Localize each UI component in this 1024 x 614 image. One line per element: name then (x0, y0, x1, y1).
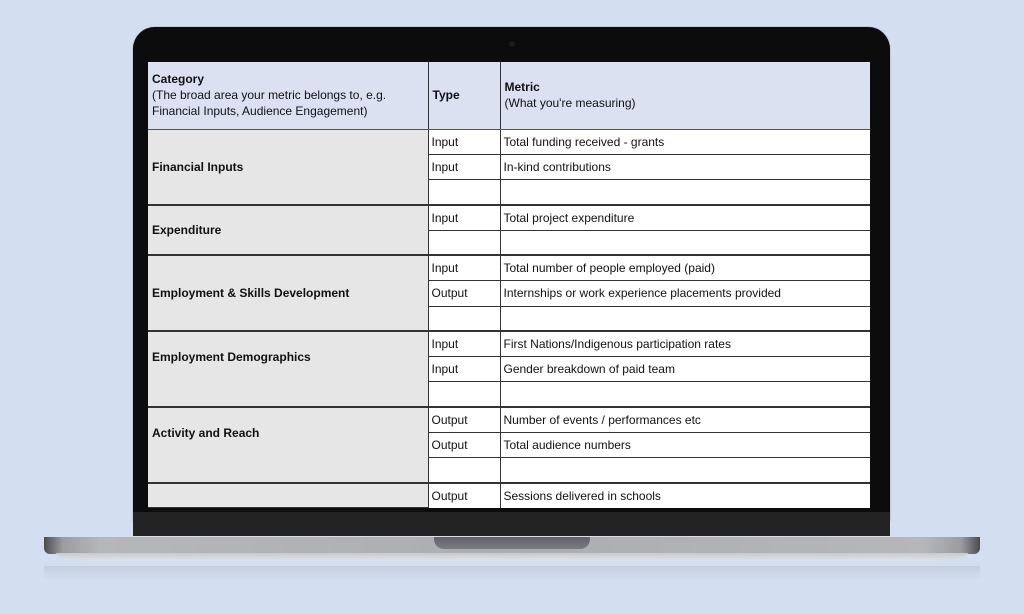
type-cell[interactable]: Input (428, 205, 500, 230)
type-cell[interactable] (428, 230, 500, 255)
table-row (148, 407, 870, 432)
metric-cell[interactable]: Internships or work experience placements provided (500, 281, 870, 306)
webcam-icon (509, 41, 515, 47)
metric-cell[interactable]: First Nations/Indigenous participation rates (500, 331, 870, 356)
type-cell[interactable] (428, 180, 500, 205)
type-cell[interactable]: Output (428, 433, 500, 458)
type-cell[interactable]: Output (428, 281, 500, 306)
type-cell[interactable]: Input (428, 255, 500, 280)
type-cell[interactable] (428, 306, 500, 331)
header-row (148, 62, 870, 129)
laptop-hinge-notch (434, 537, 590, 549)
metric-header (500, 62, 870, 129)
metric-cell[interactable] (500, 306, 870, 331)
table-row (148, 255, 870, 280)
type-cell[interactable]: Output (428, 483, 500, 508)
type-cell[interactable]: Input (428, 357, 500, 382)
category-cell[interactable]: Employment & Skills Development (148, 255, 428, 331)
metrics-table (148, 62, 870, 508)
metric-cell[interactable] (500, 180, 870, 205)
type-cell[interactable]: Input (428, 129, 500, 154)
category-header-subtitle: (The broad area your metric belongs to, e.g. Financial Inputs, Audience Engagement) (152, 88, 387, 119)
category-cell[interactable]: Employment Demographics (148, 331, 428, 407)
laptop-screen (148, 62, 870, 508)
laptop-reflection (44, 566, 980, 580)
type-cell[interactable]: Input (428, 331, 500, 356)
metric-cell[interactable]: Number of events / performances etc (500, 407, 870, 432)
category-cell[interactable]: Financial Inputs (148, 129, 428, 205)
type-header: Type (428, 62, 500, 129)
metric-cell[interactable]: Total audience numbers (500, 433, 870, 458)
category-cell[interactable] (148, 483, 428, 508)
metric-header-title: Metric (504, 80, 540, 95)
laptop-chin (133, 512, 890, 536)
table-row (148, 205, 870, 230)
type-cell[interactable]: Output (428, 407, 500, 432)
metric-cell[interactable]: In-kind contributions (500, 154, 870, 179)
table-row (148, 483, 870, 508)
metric-header-subtitle: (What you're measuring) (504, 96, 636, 111)
metric-cell[interactable] (500, 458, 870, 483)
type-cell[interactable]: Input (428, 154, 500, 179)
category-header-title: Category (152, 72, 205, 87)
metric-cell[interactable]: Total funding received - grants (500, 129, 870, 154)
metric-cell[interactable]: Gender breakdown of paid team (500, 357, 870, 382)
category-cell[interactable]: Activity and Reach (148, 407, 428, 483)
metric-cell[interactable]: Sessions delivered in schools (500, 483, 870, 508)
category-cell[interactable]: Expenditure (148, 205, 428, 256)
metric-cell[interactable] (500, 382, 870, 407)
metric-cell[interactable] (500, 230, 870, 255)
type-cell[interactable] (428, 458, 500, 483)
metric-cell[interactable]: Total number of people employed (paid) (500, 255, 870, 280)
metric-cell[interactable]: Total project expenditure (500, 205, 870, 230)
laptop-base-edge (56, 553, 968, 561)
table-row (148, 331, 870, 356)
table-row (148, 129, 870, 154)
type-cell[interactable] (428, 382, 500, 407)
category-header (148, 62, 428, 129)
